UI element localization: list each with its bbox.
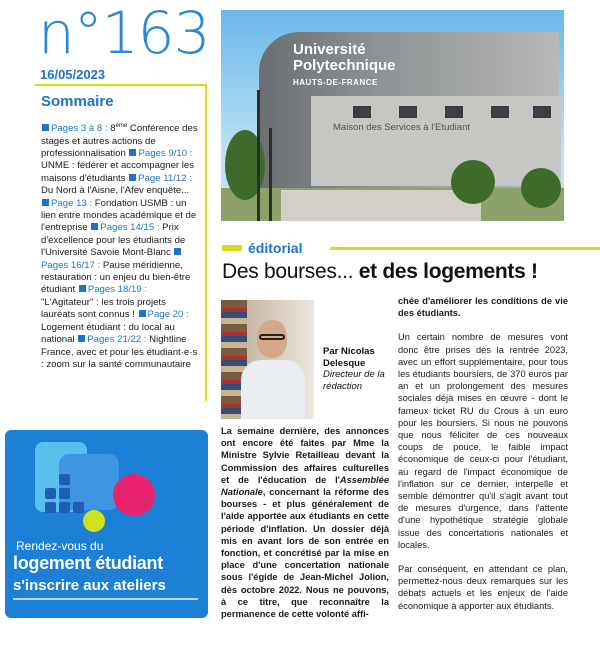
- sommaire-item[interactable]: Pages 21/22 : Nightline France, avec et pour les étudiant·e·s : zoom sur la santé communautaire: [41, 334, 198, 370]
- issue-date: 16/05/2023: [40, 67, 106, 82]
- bullet-square-icon: [91, 223, 98, 230]
- bullet-square-icon: [78, 335, 85, 342]
- pixel-square-icon: [59, 474, 70, 485]
- building-sign: Maison des Services à l'Etudiant: [333, 122, 470, 133]
- sommaire-item[interactable]: Pages 18/19 : "L'Agitateur" : les trois projets lauréats sont connus !: [41, 284, 166, 321]
- editorial-headline: Des bourses... et des logements !: [222, 260, 538, 283]
- pixel-square-icon: [59, 488, 70, 499]
- author-portrait: [221, 300, 314, 419]
- sommaire-pages: Pages 16/17 :: [41, 259, 101, 271]
- university-logo-sub: HAUTS-DE-FRANCE: [293, 78, 378, 87]
- sommaire-pages: Pages 9/10 :: [138, 148, 193, 159]
- bullet-square-icon: [79, 285, 86, 292]
- article-column-left: La semaine dernière, des annonces ont encore été faites par Mme la Ministre Sylvie Retailleau devant la Commission des affaires culturelles et de l'éducation de l'Assemblée Nationale, concernant la réforme des bourses - et plus généralement de l'aide apportée aux étudiants en cette période d'inflation. Un dossier déjà mis en avant lors de son entrée en fonction, et concrétisé par la mise en place d'une concertation nationale sous l'égide de Jean-Michel Jolion, dès octobre 2022. Nous ne pouvons, à ce titre, que reconnaître la permanence de cette volonté affi-: [221, 426, 389, 620]
- pixel-square-icon: [73, 502, 84, 513]
- sommaire-pages: Pages 21/22 :: [87, 334, 147, 346]
- bullet-square-icon: [139, 310, 146, 317]
- lamp-post-icon: [269, 128, 272, 221]
- promo-title: logement étudiant: [13, 553, 163, 573]
- sommaire-pages: Pages 3 à 8 :: [51, 123, 108, 135]
- tree-icon: [521, 168, 561, 208]
- bullet-square-icon: [129, 149, 136, 156]
- sommaire-pages: Pages 18/19 :: [87, 284, 148, 296]
- bullet-square-icon: [42, 199, 49, 206]
- issue-number: n°163: [38, 0, 210, 67]
- bullet-square-icon: [129, 174, 136, 181]
- sommaire-item[interactable]: Pages 14/15 : Prix d'excellence pour les étudiants de l'Université Savoie Mont-Blanc: [41, 222, 186, 259]
- sommaire-item[interactable]: Page 13 : Fondation USMB : un lien entre mondes académique et de l'entreprise: [41, 197, 197, 234]
- pixel-square-icon: [59, 502, 70, 513]
- sommaire-box: [35, 84, 207, 401]
- accent-stripe: [222, 245, 242, 251]
- sommaire-item[interactable]: Pages 16/17 : Pause méridienne, restauration : un enjeu du bien-être étudiant: [41, 247, 190, 295]
- promo-subtitle: Rendez-vous du: [16, 539, 104, 553]
- tree-icon: [451, 160, 495, 204]
- article-column-right: [398, 295, 568, 624]
- lamp-post-icon: [257, 90, 260, 221]
- register-workshops-link[interactable]: s'inscrire aux ateliers: [13, 577, 166, 594]
- article-paragraph: Un certain nombre de mesures vont donc être prises dès la rentrée 2023, avec un effort supplémentaire, pour tous les étudiants boursiers, de 370 euros par an et un prolongement des mesures sociales déjà mises en œuvre - dont le fameux ticket RU du Crous à un euro pour les boursiers. Si nous ne pouvons que nous féliciter de ces nouveaux coups de pouce, le faible impact économique de ceux-ci pour l'étudiant, au regard de l'impact économique de l'inflation sur ce dernier, interpelle et semble démontrer qu'il s'agit avant tout de mesures d'urgence, dans l'attente d'une hypothétique stratégie globale issue des concertations nationales et locales.: [398, 332, 568, 550]
- sommaire-pages: Page 11/12 :: [138, 172, 192, 184]
- sommaire-list: [41, 120, 199, 371]
- logement-promo-card[interactable]: [5, 430, 208, 618]
- bullet-square-icon: [174, 248, 181, 255]
- author-role: Directeur de la rédaction: [323, 369, 385, 392]
- university-logo: Université Polytechnique: [293, 41, 396, 74]
- accent-rule: [330, 247, 600, 250]
- green-dot-icon: [83, 510, 105, 532]
- article-paragraph: Par conséquent, en attendant ce plan, permettez-nous deux remarques sur les débats actuels et les enjeux de l'aide économique à apporter aux étudiants.: [398, 564, 568, 611]
- editorial-label: éditorial: [248, 240, 303, 256]
- article-paragraph: chée d'améliorer les conditions de vie des étudiants.: [398, 296, 568, 319]
- sommaire-pages: Pages 14/15 :: [100, 222, 160, 234]
- author-name: Par Nicolas Delesque: [323, 346, 375, 369]
- sommaire-item[interactable]: Pages 3 à 8 : 8ème Conférence des stages et autres actions de professionnalisation: [41, 123, 198, 159]
- sommaire-item[interactable]: Page 20 : Logement étudiant : du local au national: [41, 309, 189, 346]
- sommaire-pages: Page 13 :: [51, 197, 93, 209]
- sommaire-pages: Page 20 :: [147, 309, 189, 321]
- author-byline: [323, 346, 389, 392]
- campus-building-photo: [221, 10, 564, 221]
- sommaire-title: Sommaire: [41, 93, 114, 110]
- pixel-square-icon: [45, 488, 56, 499]
- pixel-square-icon: [45, 502, 56, 513]
- sommaire-item[interactable]: Pages 9/10 : UNME : fédérer et accompagner les maisons d'étudiants: [41, 148, 195, 184]
- pink-dot-icon: [113, 474, 155, 516]
- bullet-square-icon: [42, 124, 49, 131]
- editorial-header: [222, 242, 600, 256]
- promo-divider: [13, 598, 198, 600]
- glasses-icon: [259, 334, 285, 340]
- sommaire-item[interactable]: Page 11/12 : Du Nord à l'Aisne, l'Afev enquête...: [41, 172, 192, 197]
